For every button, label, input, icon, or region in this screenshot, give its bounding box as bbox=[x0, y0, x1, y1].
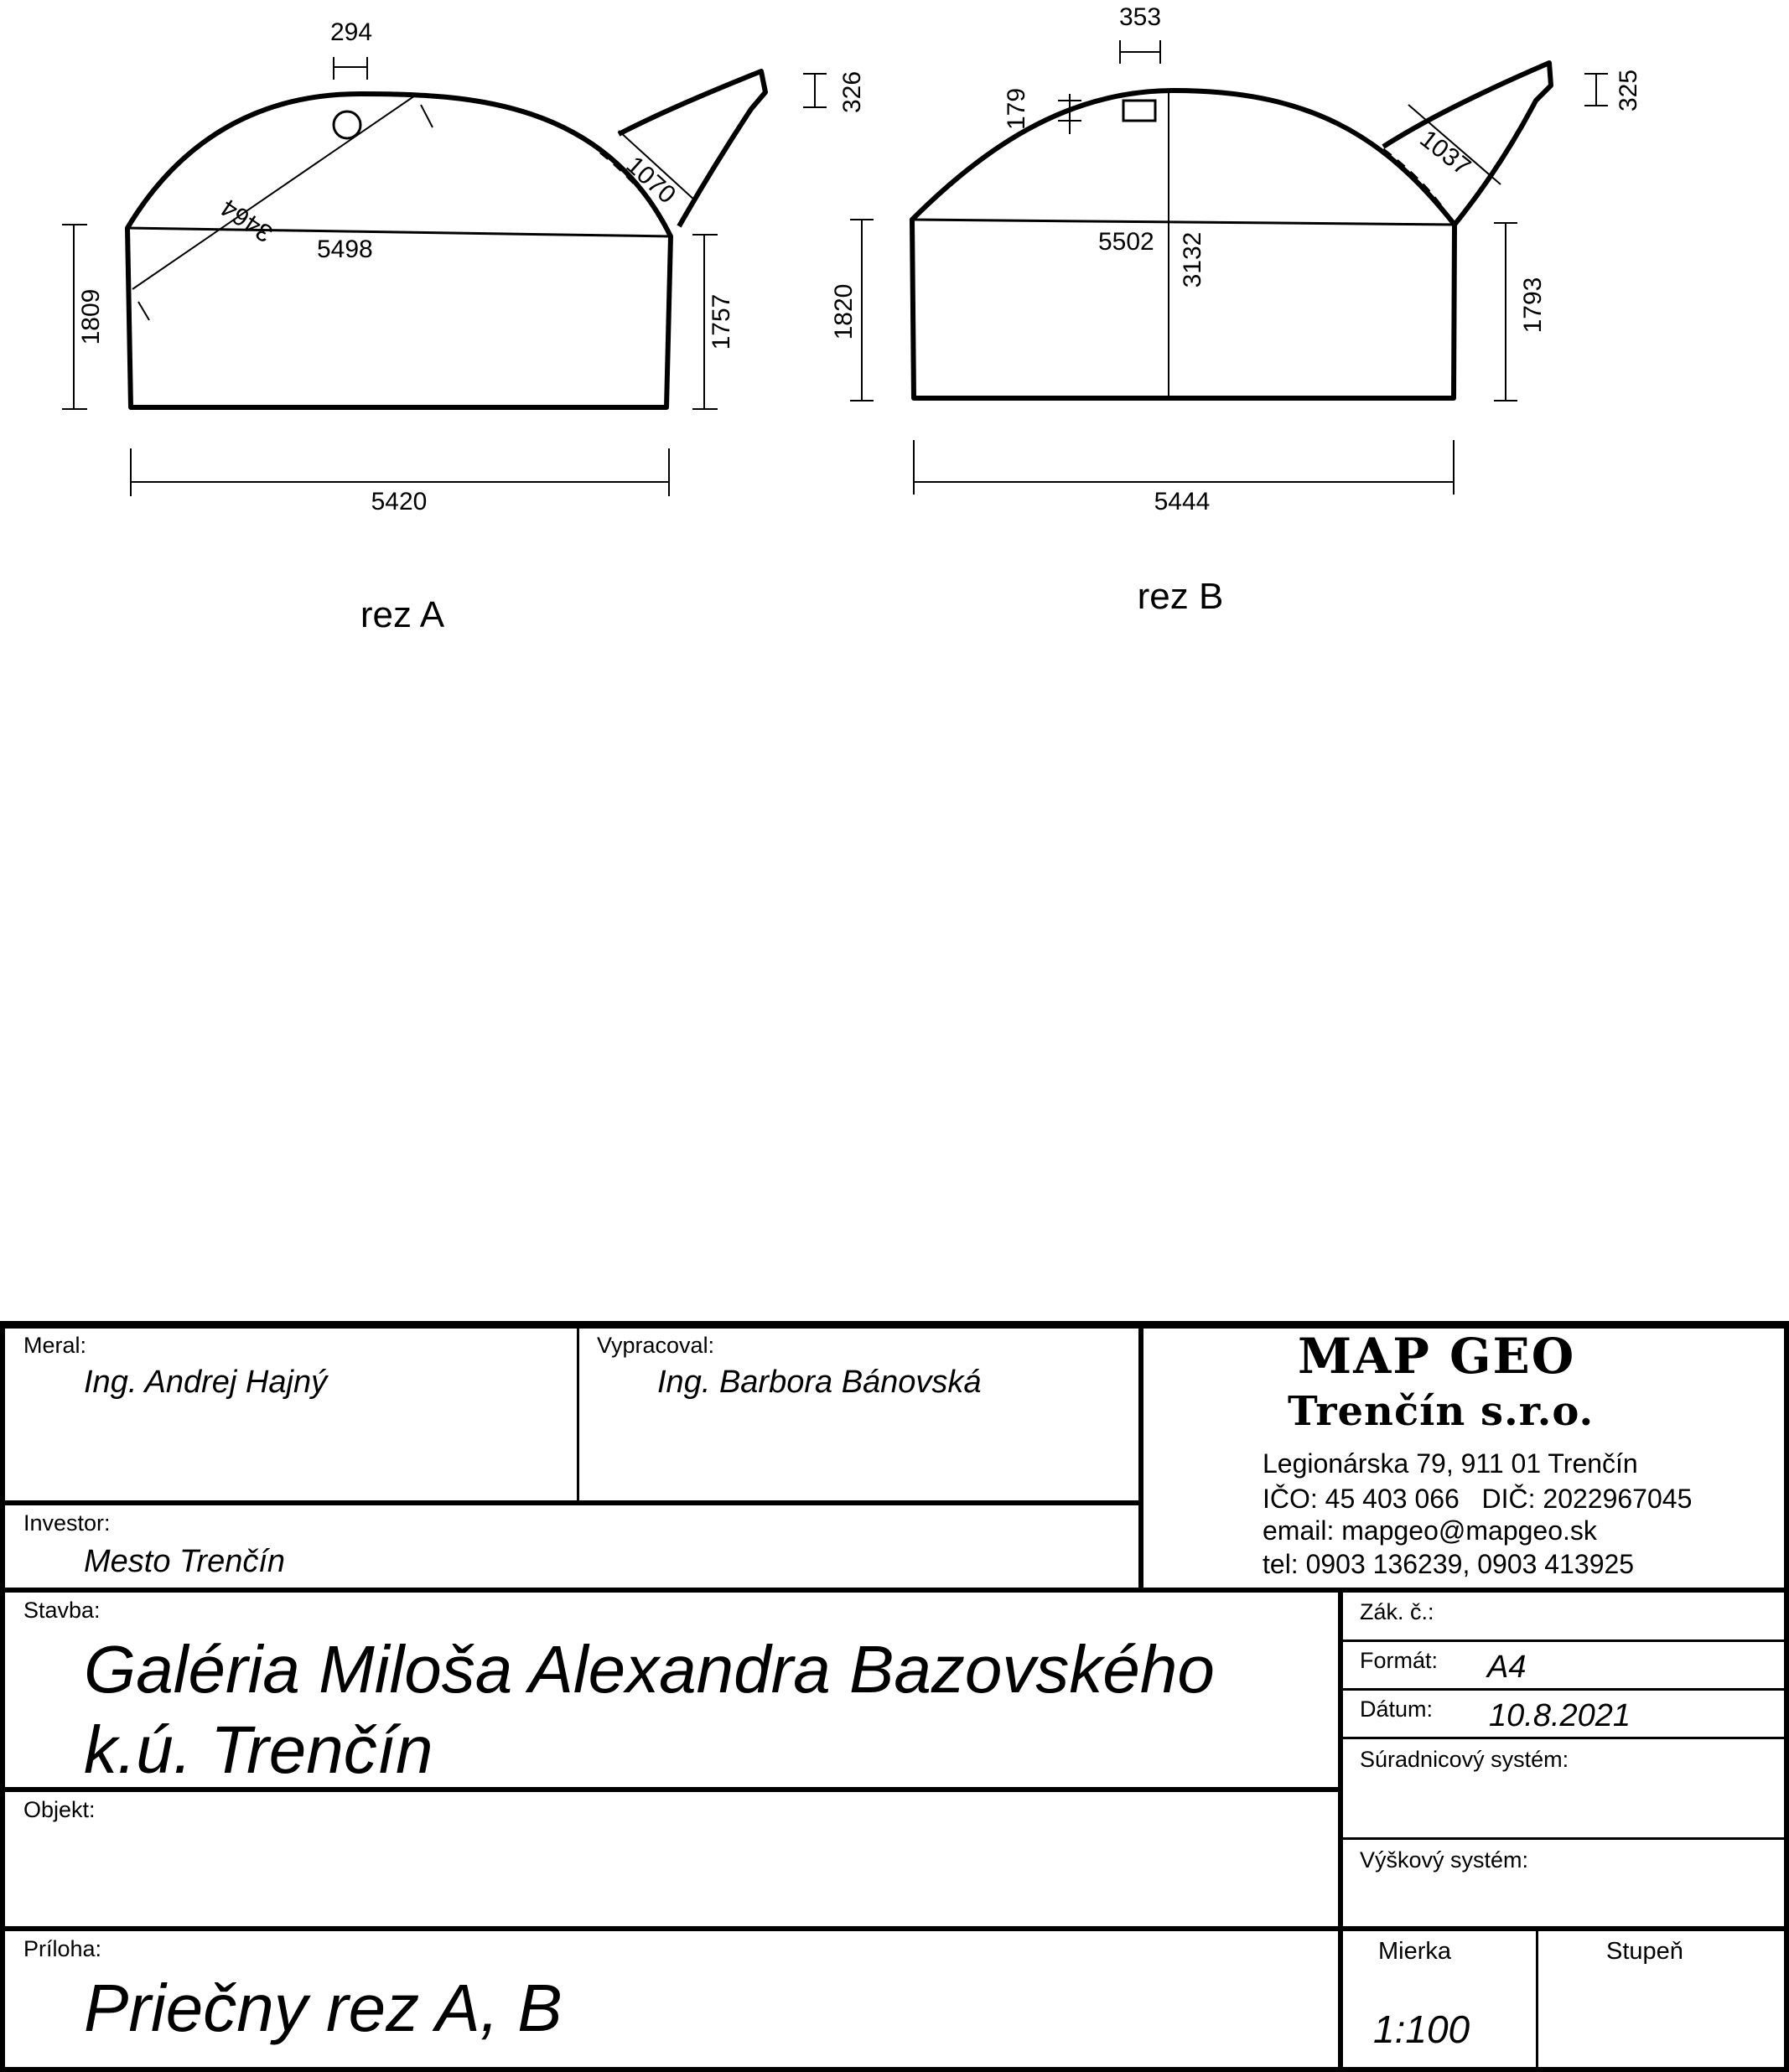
company-tel: tel: 0903 136239, 0903 413925 bbox=[1263, 1549, 1635, 1579]
divider-mierka-stupen bbox=[1536, 1928, 1538, 2069]
divider-left-company bbox=[1138, 1326, 1143, 1591]
stavba-line2: k.ú. Trenčín bbox=[84, 1712, 433, 1787]
datum-label: Dátum: bbox=[1360, 1696, 1434, 1722]
company-ids: IČO: 45 403 066 DIČ: 2022967045 bbox=[1263, 1484, 1693, 1514]
section-b-dim-chord: 5502 bbox=[1098, 228, 1154, 256]
divider-format-datum bbox=[1340, 1688, 1784, 1691]
section-b-wing bbox=[1383, 63, 1551, 225]
section-b bbox=[830, 3, 1642, 617]
section-a-dim-slope: 1070 bbox=[620, 151, 682, 210]
divider-investor-stavba bbox=[5, 1588, 1784, 1593]
investor-value: Mesto Trenčín bbox=[84, 1544, 286, 1579]
mierka-label: Mierka bbox=[1378, 1938, 1452, 1965]
section-a-caption: rez A bbox=[360, 594, 445, 635]
section-b-dim-bottom-width: 5444 bbox=[1154, 488, 1211, 515]
section-b-dim-small-height: 179 bbox=[1003, 87, 1030, 131]
investor-label: Investor: bbox=[23, 1510, 111, 1536]
meral-value: Ing. Andrej Hajný bbox=[84, 1365, 328, 1400]
section-a-dim-chord: 5498 bbox=[317, 236, 373, 263]
section-b-square-marker bbox=[1123, 101, 1155, 121]
section-a-dim-diagonal: 3464 bbox=[215, 193, 278, 248]
section-b-dim-total-height: 3132 bbox=[1179, 231, 1206, 288]
section-b-dim-left-height: 1820 bbox=[830, 283, 858, 340]
section-a-wing bbox=[619, 71, 765, 226]
objekt-label: Objekt: bbox=[23, 1797, 96, 1822]
section-a-diagonal-tick-2 bbox=[421, 105, 433, 127]
section-b-caption: rez B bbox=[1137, 576, 1224, 617]
section-b-chord-line bbox=[912, 220, 1455, 225]
vyskovy-label: Výškový systém: bbox=[1360, 1847, 1529, 1873]
divider-suradnicovy-vyskovy bbox=[1340, 1837, 1784, 1840]
priloha-value: Priečny rez A, B bbox=[84, 1971, 563, 2045]
stavba-line1: Galéria Miloša Alexandra Bazovského bbox=[84, 1632, 1215, 1707]
vypracoval-value: Ing. Barbora Bánovská bbox=[657, 1365, 982, 1400]
datum-value: 10.8.2021 bbox=[1489, 1698, 1631, 1733]
mierka-value: 1:100 bbox=[1373, 2007, 1470, 2051]
divider-meral-investor bbox=[5, 1500, 1142, 1505]
company-name-line1: MAP GEO bbox=[1298, 1328, 1576, 1385]
divider-datum-suradnicovy bbox=[1340, 1737, 1784, 1739]
section-a-dim-left-height: 1809 bbox=[77, 288, 105, 345]
section-a bbox=[62, 18, 866, 635]
section-a-diagonal-dim-line bbox=[132, 94, 417, 289]
company-address: Legionárska 79, 911 01 Trenčín bbox=[1263, 1448, 1638, 1479]
section-a-chord-line bbox=[127, 228, 671, 236]
section-a-dim-wing-height: 326 bbox=[838, 70, 866, 114]
title-block bbox=[0, 1321, 1789, 2072]
section-b-dim-top-width: 353 bbox=[1118, 3, 1162, 31]
company-email: email: mapgeo@mapgeo.sk bbox=[1263, 1515, 1597, 1546]
vypracoval-label: Vypracoval: bbox=[597, 1333, 715, 1358]
section-a-circle-marker bbox=[334, 111, 360, 138]
divider-objekt-priloha bbox=[5, 1926, 1784, 1931]
divider-zak-format bbox=[1340, 1639, 1784, 1642]
section-b-dim-wing-height: 325 bbox=[1615, 69, 1642, 112]
section-a-diagonal-tick-1 bbox=[138, 302, 149, 320]
company-name-line2: Trenčín s.r.o. bbox=[1288, 1388, 1595, 1435]
section-a-dim-top-width: 294 bbox=[330, 18, 373, 46]
divider-stavba-right bbox=[1338, 1589, 1343, 2069]
suradnicovy-label: Súradnicový systém: bbox=[1360, 1747, 1569, 1772]
format-label: Formát: bbox=[1360, 1648, 1439, 1673]
section-a-dim-right-height: 1757 bbox=[708, 293, 735, 350]
stavba-label: Stavba: bbox=[23, 1598, 101, 1623]
divider-meral-vypracoval bbox=[577, 1326, 579, 1502]
section-b-dim-right-height: 1793 bbox=[1519, 277, 1547, 334]
section-a-dim-bottom-width: 5420 bbox=[371, 488, 428, 515]
meral-label: Meral: bbox=[23, 1333, 87, 1358]
format-value: A4 bbox=[1487, 1650, 1527, 1685]
stupen-label: Stupeň bbox=[1606, 1938, 1683, 1965]
section-a-outline bbox=[127, 94, 671, 407]
priloha-label: Príloha: bbox=[23, 1936, 102, 1961]
section-b-dim-slope: 1037 bbox=[1414, 124, 1476, 182]
zak-label: Zák. č.: bbox=[1360, 1599, 1434, 1624]
